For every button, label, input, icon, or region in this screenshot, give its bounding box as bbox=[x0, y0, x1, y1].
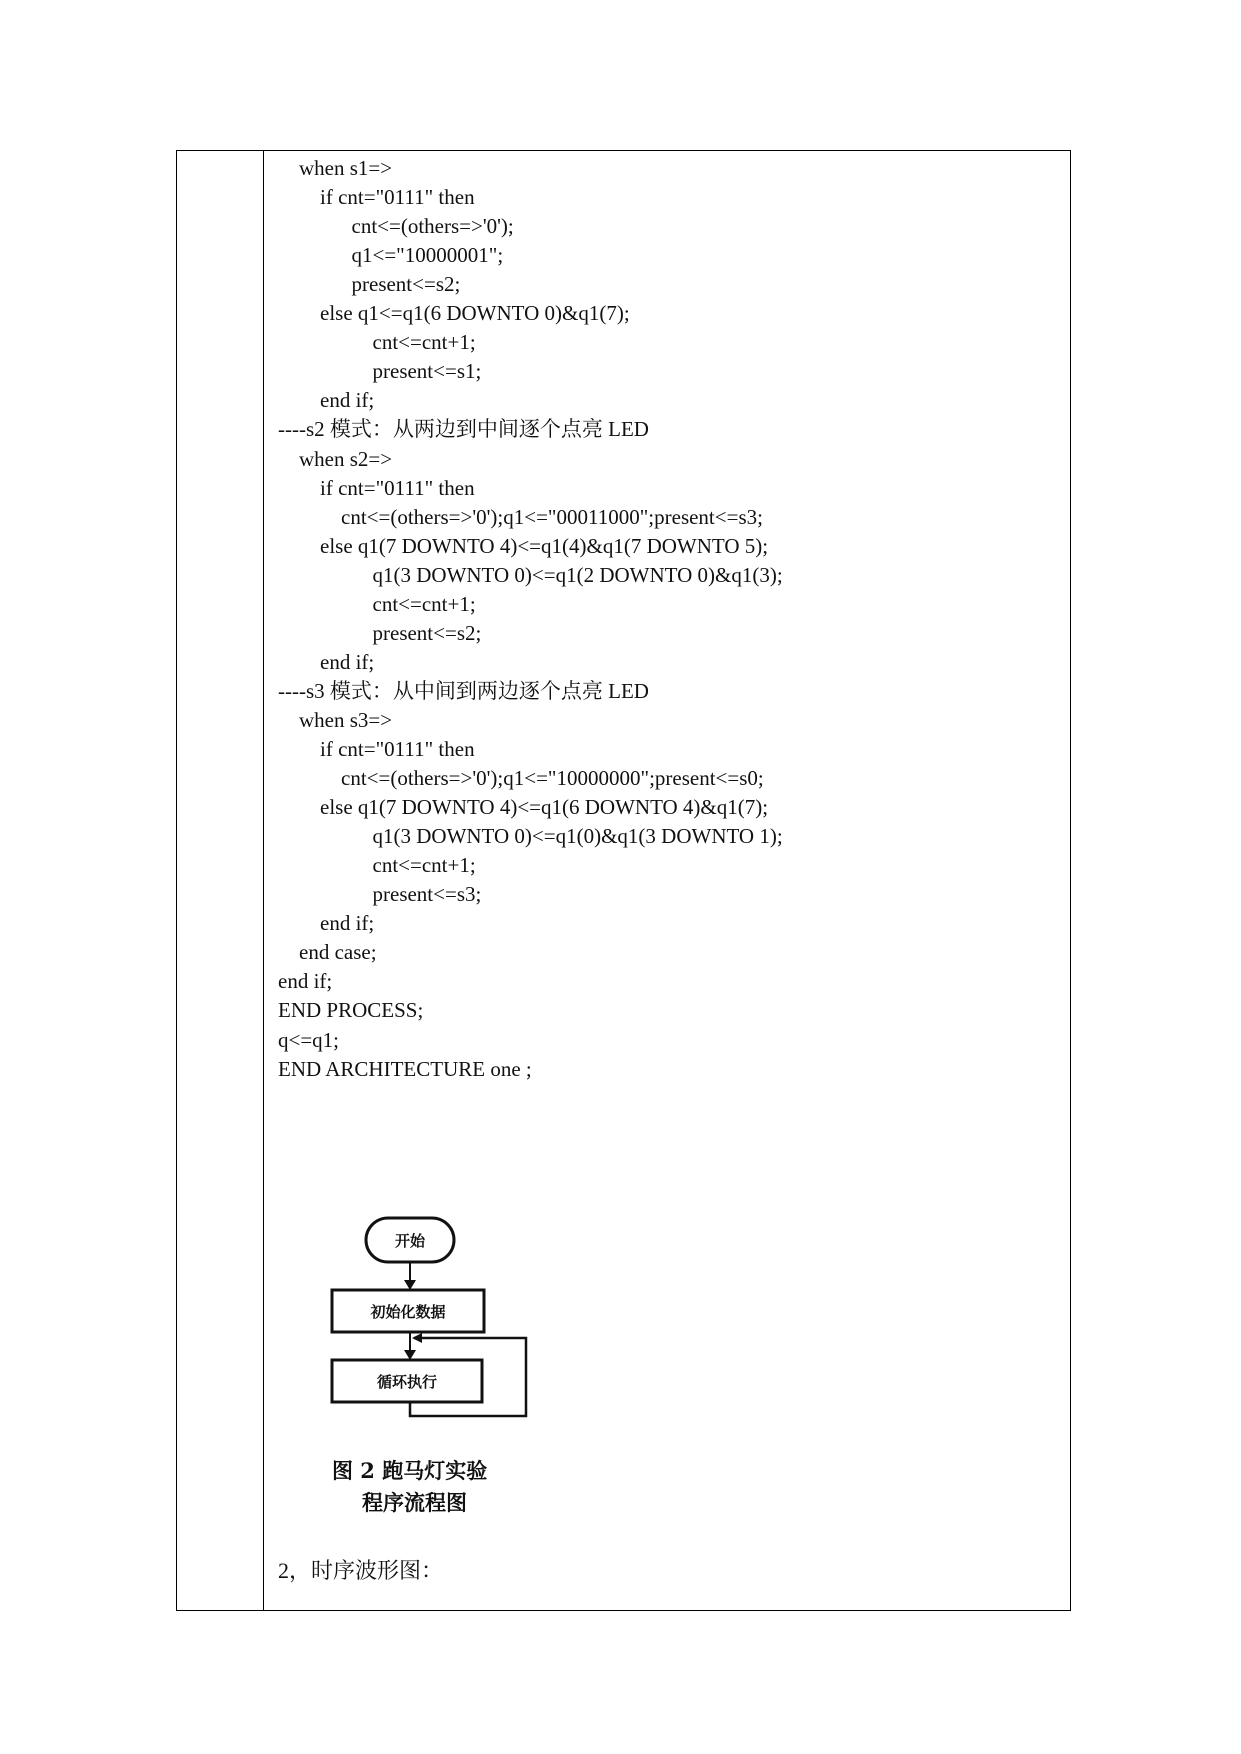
document-table bbox=[176, 150, 1071, 1611]
code-line: if cnt="0111" then bbox=[278, 475, 475, 500]
code-line: cnt<=cnt+1; bbox=[278, 853, 476, 878]
code-line: else q1(7 DOWNTO 4)<=q1(6 DOWNTO 4)&q1(7); bbox=[278, 795, 769, 820]
code-line: ----s2 模式：从两边到中间逐个点亮 LED bbox=[278, 417, 649, 442]
code-line: when s2=> bbox=[278, 446, 393, 471]
code-line: ----s3 模式：从中间到两边逐个点亮 LED bbox=[278, 678, 649, 703]
code-line: END ARCHITECTURE one ; bbox=[278, 1056, 532, 1081]
code-line: end if; bbox=[278, 388, 375, 413]
code-line: END PROCESS; bbox=[278, 998, 424, 1023]
code-line: end case; bbox=[278, 940, 377, 965]
code-line: present<=s3; bbox=[278, 882, 482, 907]
code-line: else q1<=q1(6 DOWNTO 0)&q1(7); bbox=[278, 301, 630, 326]
code-line: q<=q1; bbox=[278, 1027, 340, 1052]
code-line: cnt<=cnt+1; bbox=[278, 591, 476, 616]
code-line: end if; bbox=[278, 969, 333, 994]
code-line: end if; bbox=[278, 649, 375, 674]
table-left-column bbox=[177, 151, 264, 1610]
flowchart-start-label: 开始 bbox=[394, 1232, 426, 1250]
code-line: q1(3 DOWNTO 0)<=q1(0)&q1(3 DOWNTO 1); bbox=[278, 824, 783, 849]
code-line: present<=s1; bbox=[278, 359, 482, 384]
table-content-cell bbox=[278, 151, 1070, 1610]
flowchart-svg bbox=[318, 1216, 558, 1516]
flowchart-caption-line2: 程序流程图 bbox=[362, 1490, 467, 1515]
code-line: when s1=> bbox=[278, 156, 393, 180]
code-line: present<=s2; bbox=[278, 272, 461, 297]
flowchart-caption-line1: 图 2 跑马灯实验 bbox=[332, 1458, 488, 1483]
flowchart-loop-arrowhead bbox=[412, 1333, 422, 1343]
code-line: if cnt="0111" then bbox=[278, 185, 475, 210]
flowchart-init-label: 初始化数据 bbox=[370, 1303, 446, 1321]
code-line: cnt<=(others=>'0');q1<="00011000";present<=s3; bbox=[278, 504, 763, 529]
code-line: q1<="10000001"; bbox=[278, 243, 504, 268]
code-line: cnt<=cnt+1; bbox=[278, 330, 476, 355]
flowchart-figure bbox=[318, 1216, 558, 1516]
flowchart-loop-label: 循环执行 bbox=[376, 1373, 438, 1391]
code-line: else q1(7 DOWNTO 4)<=q1(4)&q1(7 DOWNTO 5); bbox=[278, 533, 769, 558]
code-line: if cnt="0111" then bbox=[278, 737, 475, 761]
code-line: end if; bbox=[278, 911, 375, 936]
code-line: cnt<=(others=>'0');q1<="10000000";present<=s0; bbox=[278, 766, 764, 791]
code-line: q1(3 DOWNTO 0)<=q1(2 DOWNTO 0)&q1(3); bbox=[278, 562, 783, 587]
code-line: present<=s2; bbox=[278, 620, 482, 645]
code-line: when s3=> bbox=[278, 707, 393, 732]
section-heading-timing-waveform: 2，时序波形图： bbox=[278, 1558, 444, 1583]
code-line: cnt<=(others=>'0'); bbox=[278, 214, 514, 239]
